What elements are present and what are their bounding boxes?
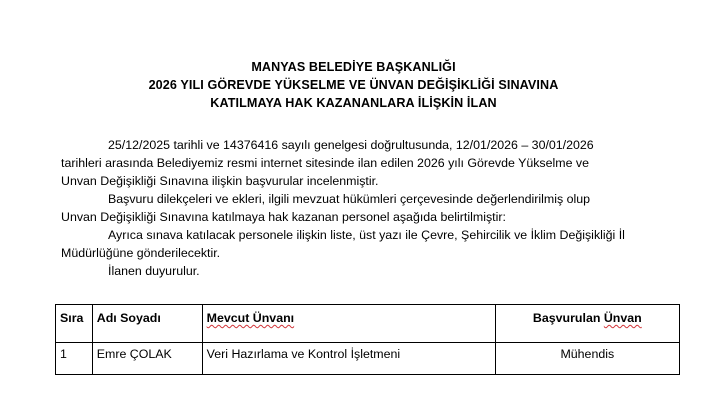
cell-sira: 1 [56,343,93,375]
institution-title: MANYAS BELEDİYE BAŞKANLIĞI [251,60,456,74]
paragraph-line: Unvan Değişikliği Sınavına ilişkin başvurular incelenmiştir. [61,174,379,188]
paragraph-line: İlanen duyurulur. [108,264,200,278]
cell-adi-soyadi: Emre ÇOLAK [92,343,202,375]
paragraph-line: tarihleri arasında Belediyemiz resmi internet sitesinde ilan edilen 2026 yılı Görevde Yükselme ve [61,156,590,170]
header-basvurulan-unvan-text: Başvurulan Ünvan [532,311,642,325]
table-row [56,343,680,375]
paragraph-line: Başvuru dilekçeleri ve ekleri, ilgili mevzuat hükümleri çerçevesinde değerlendirilmiş olup [108,192,591,206]
candidates-table [55,304,680,375]
paragraph-line: Unvan Değişikliği Sınavına katılmaya hak kazanan personel aşağıda belirtilmiştir: [61,210,506,224]
header-basvurulan-unvan [495,305,679,343]
header-adi-soyadi: Adı Soyadı [92,305,202,343]
table-header-row [56,305,680,343]
header-mevcut-unvani-text: Mevcut Ünvanı [206,311,295,325]
paragraph-line: Ayrıca sınava katılacak personele ilişkin liste, üst yazı ile Çevre, Şehircilik ve İklim Değişikliği İl [108,228,625,242]
cell-mevcut-unvani: Veri Hazırlama ve Kontrol İşletmeni [202,343,495,375]
paragraph-line: Müdürlüğüne gönderilecektir. [61,246,221,260]
announcement-subtitle: KATILMAYA HAK KAZANANLARA İLİŞKİN İLAN [210,96,497,110]
header-sira: Sıra [56,305,93,343]
announcement-title: 2026 YILI GÖREVDE YÜKSELME VE ÜNVAN DEĞİŞİKLİĞİ SINAVINA [148,78,559,92]
paragraph-line: 25/12/2025 tarihli ve 14376416 sayılı genelgesi doğrultusunda, 12/01/2026 – 30/01/2026 [108,138,594,152]
header-mevcut-unvani [202,305,495,343]
cell-basvurulan-unvan: Mühendis [495,343,679,375]
spellcheck-word: Ünvan [603,311,642,325]
